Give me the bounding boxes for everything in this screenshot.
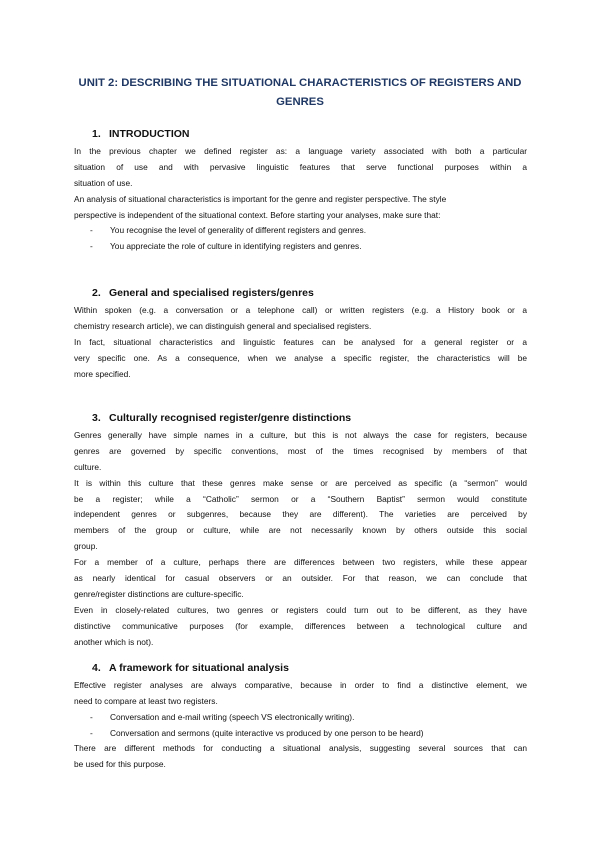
text-line: In fact, situational characteristics and linguistic features can be analysed for a general register or a	[74, 336, 527, 347]
text-line: Genres generally have simple names in a culture, but this is not always the case for registers, because	[74, 430, 527, 440]
section-4-closing	[74, 741, 527, 773]
text-line: independent genres or subgenres, because they are different). The varieties are perceived by	[74, 509, 527, 520]
text-line: culture.	[74, 461, 102, 472]
text-line: more specified.	[74, 368, 131, 379]
title-line-1: UNIT 2: DESCRIBING THE SITUATIONAL CHARACTERISTICS OF REGISTERS AND	[78, 77, 522, 89]
text-line: For a member of a culture, perhaps there are differences between two registers, while these appear	[74, 557, 527, 568]
section-title: A framework for situational analysis	[109, 662, 289, 674]
bullet-text: Conversation and e-mail writing (speech VS electronically writing).	[110, 712, 355, 722]
section-1-body	[74, 144, 527, 224]
bullet-text: Conversation and sermons (quite interactive vs produced by one person to be heard)	[110, 728, 424, 738]
text-line: genres are governed by specific conventions, most of the times recognised by members of that	[74, 445, 527, 456]
text-line: chemistry research article), we can distinguish general and specialised registers.	[74, 320, 372, 331]
section-title: General and specialised registers/genres	[109, 287, 314, 299]
text-line: genre/register distinctions are culture-specific.	[74, 588, 244, 599]
section-number: 3.	[92, 412, 101, 424]
text-line: situation of use.	[74, 177, 133, 188]
section-title: Culturally recognised register/genre distinctions	[109, 412, 352, 424]
text-line: It is within this culture that these genres make sense or are perceived as specific (a “sermon” would	[74, 477, 527, 488]
text-line: Even in closely-related cultures, two genres or registers could turn out to be different, as they have	[74, 604, 527, 615]
text-line: very specific one. As a consequence, when we analyse a specific register, the characteristics will be	[74, 352, 527, 363]
bullet-marker: -	[90, 712, 93, 722]
section-3-body	[74, 428, 527, 651]
bullet-marker: -	[90, 241, 93, 251]
section-number: 4.	[92, 662, 101, 674]
text-line: group.	[74, 541, 98, 552]
section-3-heading	[92, 411, 351, 425]
text-line: as nearly identical for casual observers or an outsider. For that reason, we can conclude that	[74, 573, 527, 584]
section-2-body	[74, 303, 527, 382]
text-line: An analysis of situational characteristics is important for the genre and register perspective. The style	[74, 193, 447, 204]
text-line: In the previous chapter we defined register as: a language variety associated with both a particular	[74, 146, 527, 156]
text-line: be used for this purpose.	[74, 758, 166, 769]
text-line: members of the group or culture, while are not necessarily known by others outside this social	[74, 525, 527, 536]
section-title: INTRODUCTION	[109, 128, 190, 140]
section-number: 2.	[92, 287, 101, 299]
text-line: perspective is independent of the situational context. Before starting your analyses, make sure that:	[74, 209, 441, 220]
text-line: distinctive communicative purposes (for example, differences between a technological culture and	[74, 620, 527, 631]
section-2-heading	[92, 286, 314, 300]
text-line: need to compare at least two registers.	[74, 695, 218, 706]
text-line: Effective register analyses are always comparative, because in order to find a distinctive element, we	[74, 680, 527, 690]
text-line: situation of use and with pervasive linguistic features that serve functional purposes within a	[74, 161, 527, 172]
bullet-marker: -	[90, 728, 93, 738]
section-number: 1.	[92, 128, 101, 140]
section-4-heading	[92, 661, 289, 675]
text-line: Within spoken (e.g. a conversation or a telephone call) or written registers (e.g. a History book or a	[74, 305, 527, 315]
text-line: be a register; while a “Catholic” sermon or a “Southern Baptist” sermon would constitute	[74, 493, 527, 504]
bullet-item	[90, 239, 362, 255]
section-4-body	[74, 678, 527, 710]
text-line: There are different methods for conducting a situational analysis, suggesting several sources that can	[74, 743, 527, 753]
bullet-item	[90, 710, 354, 726]
document-title	[60, 74, 540, 112]
bullet-item	[90, 223, 366, 239]
bullet-text: You appreciate the role of culture in identifying registers and genres.	[110, 241, 362, 251]
bullet-text: You recognise the level of generality of different registers and genres.	[110, 225, 367, 235]
title-line-2: GENRES	[276, 96, 324, 108]
text-line: another which is not).	[74, 636, 154, 647]
bullet-marker: -	[90, 225, 93, 235]
section-1-heading	[92, 127, 190, 141]
bullet-item	[90, 726, 424, 742]
